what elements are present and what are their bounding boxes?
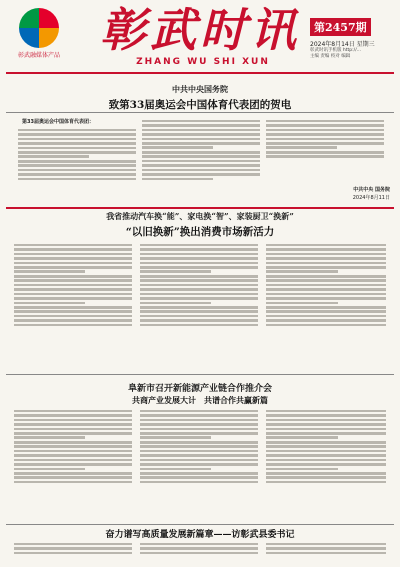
text-line [266, 454, 386, 457]
text-line [142, 178, 213, 181]
text-line [18, 151, 136, 154]
text-line [140, 450, 258, 453]
issue-line2: 主编 责编 校对 编辑 [310, 54, 351, 59]
text-line [140, 293, 258, 296]
text-line [14, 450, 132, 453]
text-line [140, 481, 258, 484]
text-line [14, 244, 132, 247]
text-line [142, 151, 260, 154]
text-line [266, 319, 386, 322]
text-line [14, 463, 132, 466]
text-line [14, 275, 132, 278]
story3-kicker: 阜新市召开新能源产业链合作推介会 [127, 384, 272, 394]
text-line [140, 436, 211, 439]
text-line [142, 146, 213, 149]
text-line [140, 410, 258, 413]
story3-column-3 [266, 408, 386, 518]
text-line [266, 419, 386, 422]
text-line [142, 142, 260, 145]
issue-line1: 彰武时讯手机版 http://... [310, 48, 362, 53]
story3-headline: 共商产业发展大计 共谱合作共赢新篇 [132, 395, 268, 405]
text-line [140, 543, 258, 546]
text-line [266, 124, 384, 127]
text-line [140, 244, 258, 247]
issue-date: 2024年8月14日 星期三 [310, 41, 375, 48]
text-line [18, 169, 136, 172]
lead-column-3 [266, 118, 384, 178]
text-line [140, 319, 258, 322]
text-line [266, 155, 384, 158]
text-line [14, 432, 132, 435]
text-line [266, 315, 386, 318]
text-line [266, 310, 386, 313]
text-line [266, 129, 384, 132]
text-line [18, 160, 136, 163]
text-line [140, 284, 258, 287]
text-line [140, 552, 258, 555]
text-line [140, 419, 258, 422]
text-line [140, 463, 258, 466]
text-line [266, 253, 386, 256]
text-line [140, 310, 258, 313]
text-line [266, 288, 386, 291]
text-line [142, 138, 260, 141]
text-line [14, 410, 132, 413]
text-line [140, 288, 258, 291]
text-line [18, 138, 136, 141]
text-line [266, 262, 386, 265]
text-line [266, 324, 386, 327]
text-line [142, 124, 260, 127]
text-line [140, 441, 258, 444]
text-line [142, 169, 260, 172]
text-line [266, 436, 338, 439]
text-line [14, 279, 132, 282]
text-line [266, 120, 384, 123]
text-line [14, 306, 132, 309]
text-line [14, 297, 132, 300]
text-line [266, 293, 386, 296]
story2-kicker: 我省推动汽车换“能”、家电换“智”、家装厨卫“换新” [106, 211, 294, 221]
text-line [140, 279, 258, 282]
text-line [14, 302, 85, 305]
text-line [18, 173, 136, 176]
text-line [266, 450, 386, 453]
text-line [140, 302, 211, 305]
text-line [14, 543, 132, 546]
text-line [266, 142, 384, 145]
text-line [14, 257, 132, 260]
text-line [142, 160, 260, 163]
text-line [18, 133, 136, 136]
text-line [18, 164, 136, 167]
story4-column-3 [266, 541, 386, 565]
text-line [14, 436, 85, 439]
lead-salutation: 第33届奥运会中国体育代表团： [22, 119, 94, 125]
text-line [14, 310, 132, 313]
section-rule [6, 207, 394, 209]
text-line [266, 428, 386, 431]
story2-column-3 [266, 242, 386, 367]
text-line [140, 257, 258, 260]
newspaper-logo [8, 8, 70, 66]
text-line [140, 459, 258, 462]
text-line [14, 459, 132, 462]
logo-caption: 彰武融媒体产品 [17, 52, 60, 59]
text-line [266, 302, 338, 305]
text-line [266, 476, 386, 479]
text-line [14, 481, 132, 484]
story4-column-1 [14, 541, 132, 565]
text-line [266, 441, 386, 444]
story2-column-2 [140, 242, 258, 367]
text-line [266, 146, 337, 149]
newspaper-title: 彰武时讯 [100, 3, 300, 57]
text-line [14, 248, 132, 251]
text-line [266, 279, 386, 282]
text-line [14, 319, 132, 322]
text-line [14, 547, 132, 550]
text-line [266, 463, 386, 466]
text-line [266, 543, 386, 546]
masthead-rule [6, 72, 394, 74]
text-line [266, 275, 386, 278]
text-line [142, 173, 260, 176]
text-line [14, 288, 132, 291]
story4-column-2 [140, 541, 258, 565]
text-line [140, 262, 258, 265]
text-line [18, 142, 136, 145]
text-line [140, 324, 258, 327]
text-line [266, 459, 386, 462]
text-line [18, 155, 89, 158]
story3-column-2 [140, 408, 258, 518]
text-line [266, 552, 386, 555]
text-line [142, 155, 260, 158]
text-line [140, 306, 258, 309]
text-line [266, 410, 386, 413]
text-line [266, 284, 386, 287]
text-line [14, 552, 132, 555]
text-line [140, 270, 211, 273]
text-line [140, 423, 258, 426]
text-line [266, 414, 386, 417]
text-line [266, 257, 386, 260]
text-line [14, 445, 132, 448]
text-line [14, 414, 132, 417]
text-line [14, 423, 132, 426]
lead-kicker: 中共中央国务院 [172, 84, 228, 94]
text-line [140, 275, 258, 278]
lead-column-2 [142, 118, 260, 208]
lead-rule [6, 112, 394, 113]
text-line [14, 253, 132, 256]
text-line [142, 133, 260, 136]
text-line [14, 419, 132, 422]
text-line [266, 270, 338, 273]
text-line [140, 414, 258, 417]
text-line [142, 129, 260, 132]
newspaper-pinyin: ZHANG WU SHI XUN [136, 57, 270, 67]
issue-info [310, 16, 392, 60]
text-line [266, 133, 384, 136]
text-line [266, 151, 384, 154]
lead-headline: 致第33届奥运会中国体育代表团的贺电 [108, 99, 292, 111]
story3-column-1 [14, 408, 132, 518]
text-line [140, 468, 211, 471]
text-line [140, 248, 258, 251]
text-line [14, 428, 132, 431]
text-line [14, 266, 132, 269]
text-line [266, 432, 386, 435]
text-line [14, 293, 132, 296]
story2-column-1 [14, 242, 132, 367]
lead-column-1 [18, 127, 136, 207]
text-line [14, 454, 132, 457]
text-line [266, 248, 386, 251]
text-line [14, 476, 132, 479]
text-line [266, 481, 386, 484]
story3-rule [6, 374, 394, 375]
story4-rule [6, 524, 394, 525]
text-line [140, 472, 258, 475]
text-line [14, 441, 132, 444]
story2-headline: “以旧换新”换出消费市场新活力 [125, 226, 275, 238]
text-line [266, 547, 386, 550]
lead-signature: 中共中央 国务院 [353, 187, 390, 193]
text-line [14, 468, 85, 471]
text-line [14, 270, 85, 273]
text-line [266, 468, 338, 471]
text-line [266, 266, 386, 269]
text-line [140, 445, 258, 448]
text-line [142, 120, 260, 123]
text-line [140, 428, 258, 431]
text-line [14, 284, 132, 287]
text-line [140, 432, 258, 435]
text-line [140, 315, 258, 318]
text-line [140, 253, 258, 256]
text-line [266, 306, 386, 309]
text-line [140, 454, 258, 457]
text-line [266, 244, 386, 247]
text-line [140, 266, 258, 269]
text-line [140, 547, 258, 550]
text-line [266, 423, 386, 426]
text-line [140, 476, 258, 479]
text-line [18, 147, 136, 150]
text-line [140, 297, 258, 300]
text-line [14, 324, 132, 327]
emblem-icon [19, 8, 59, 48]
text-line [266, 138, 384, 141]
text-line [266, 445, 386, 448]
lead-date: 2024年8月11日 [352, 195, 390, 201]
text-line [18, 129, 136, 132]
text-line [14, 315, 132, 318]
text-line [14, 472, 132, 475]
text-line [14, 262, 132, 265]
text-line [266, 472, 386, 475]
story4-headline: 奋力谱写高质量发展新篇章——访彰武县委书记 [105, 530, 295, 540]
text-line [18, 178, 136, 181]
text-line [266, 297, 386, 300]
text-line [142, 164, 260, 167]
issue-number: 第2457期 [310, 18, 371, 36]
